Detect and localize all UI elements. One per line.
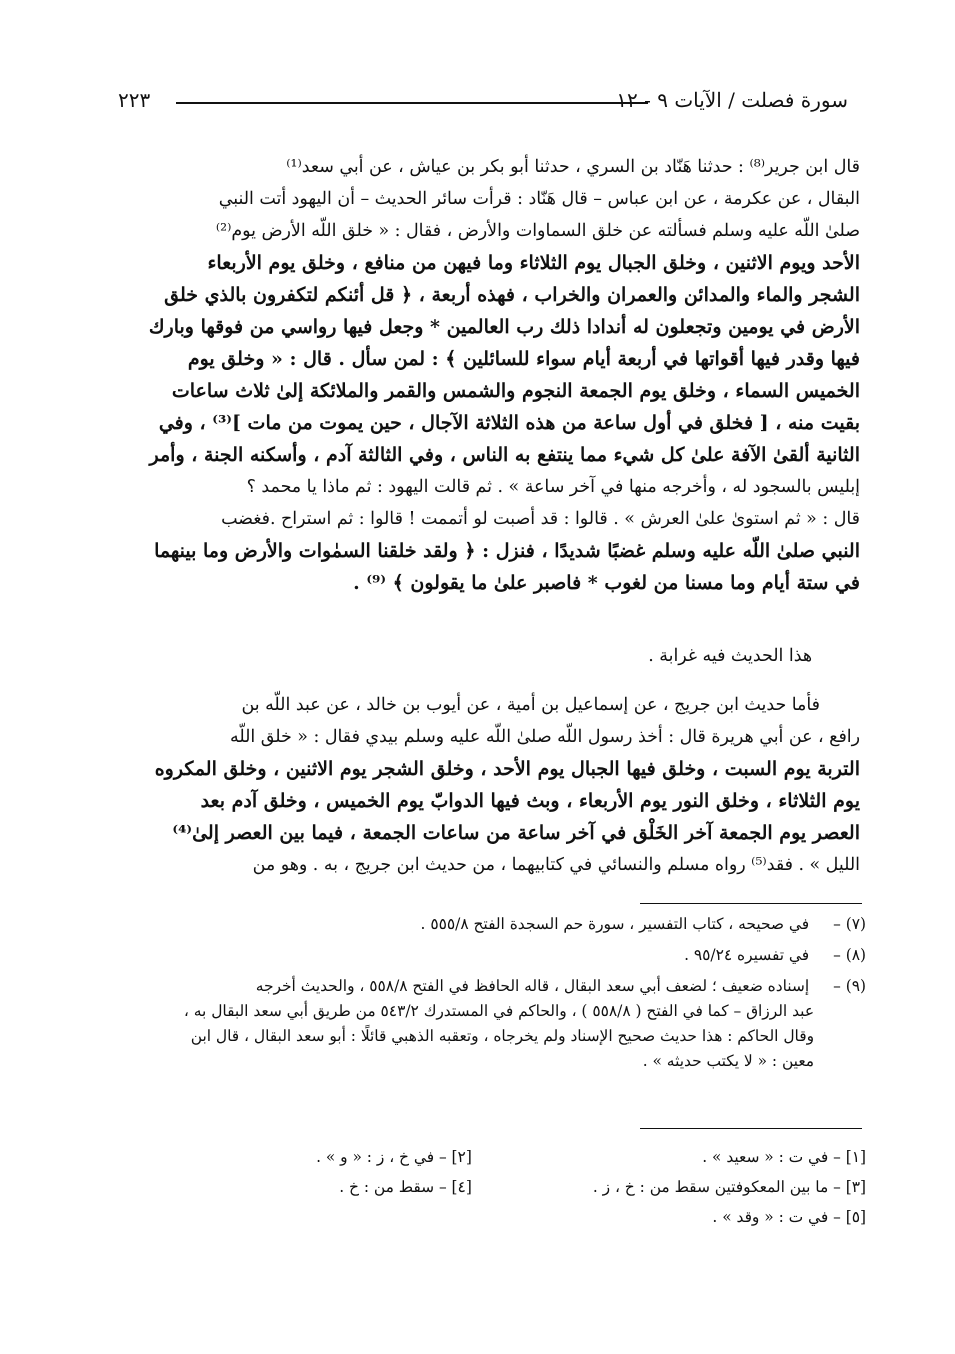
variant-note [108,1202,472,1232]
variant-note: [٤] – سقط من : خ . [339,1178,472,1196]
footnote-text: إسناده ضعيف ؛ لضعف أبي سعد البقال ، قاله الحافظ في الفتح ٥٥٨/٨ ، والحديث أخرجه [255,977,810,995]
footnote-ref: (٩) – [833,977,866,995]
hadith-text-2 [108,690,860,882]
footnote-text: في تفسيره ٩٥/٢٤ . [684,946,810,964]
text-line: البقال ، عن عكرمة ، عن ابن عباس – قال هَنّاد : قرأت سائر الحديث – أن اليهود أتت النبي [218,189,860,209]
footnote-text: وقال الحاكم : هذا حديث صحيح الإسناد ولم يخرجاه ، وتعقبه الذهبي قائلًا : أبو سعد البقال ، قال ابن [190,1027,814,1045]
running-head [118,88,848,122]
footnote-8 [108,943,866,968]
footnote-rule [640,903,862,904]
surah-title: سورة فصلت / الآيات ٩ - ١٢ [616,88,848,112]
text-line: رافع ، عن أبي هريرة قال : أخذ رسول اللّه صلىٰ اللّه عليه وسلم بيدي فقال : « خلق اللّه [230,727,860,747]
text-line: في ستة أيام وما مسنا من لغوب * فاصبر علىٰ ما يقولون ﴾ ⁽⁹⁾ . [353,572,860,594]
text-line: بقيت منه ، [ فخلق في أول ساعة من هذه الثلاثة الآجال ، حين يموت من مات ]⁽³⁾ ، وفي [158,412,860,434]
text-line: فأما حديث ابن جريج ، عن إسماعيل بن أمية ، عن أيوب بن خالد ، عن عبد اللّه بن [241,695,820,715]
text-line: فيها وقدر فيها أقواتها في أربعة أيام سواء للسائلين ﴾ : لمن سأل . قال : « وخلق يوم [187,348,860,370]
page-number: ٢٢٣ [118,88,151,112]
variant-note: [٣] – ما بين المعكوفتين سقط من : خ ، ز . [592,1178,866,1196]
hadith-text-1 [108,152,860,600]
variant-note: [٢] – في خ ، ز : « و » . [316,1148,472,1166]
footnotes [108,912,866,1080]
footnote-text: في صحيحه ، كتاب التفسير ، سورة حم السجدة الفتح ٥٥٥/٨ . [420,915,810,933]
text-line: الشجر والماء والمدائن والعمران والخراب ، فهذه أربعة ، ﴿ قل أئنكم لتكفرون بالذي خلق [164,284,860,306]
text-line: الخميس السماء ، وخلق يوم الجمعة النجوم والشمس والقمر والملائكة إلىٰ ثلاث ساعات [171,380,860,402]
text-line: صلىٰ اللّه عليه وسلم فسألته عن خلق السماوات والأرض ، فقال : « خلق اللّه الأرض يوم⁽²⁾ [215,221,860,241]
text-line: الأرض في يومين وتجعلون له أندادا ذلك رب العالمين * وجعل فيها رواسي من فوقها وبارك [148,316,860,338]
text-line: الليل » . فقد⁽⁵⁾ رواه مسلم والنسائي في كتابيهما ، من حديث ابن جريج ، به . وهو من [252,855,860,875]
text-line: العصر يوم الجمعة آخر الخَلْق في آخر ساعة من ساعات الجمعة ، فيما بين العصر إلىٰ⁽⁴⁾ [172,822,860,844]
text-line: التربة يوم السبت ، وخلق فيها الجبال يوم الأحد ، وخلق الشجر يوم الاثنين ، وخلق المكروه [154,758,860,780]
text-line: الثانية ألقىٰ الآفة علىٰ كل شيء مما ينتفع به الناس ، وفي الثالثة آدم ، وأسكنه الجنة ، وأمر [149,444,860,466]
text-line: قال : « ثم استوىٰ علىٰ العرش » . قالوا : قد أصبت لو أتممت ! قالوا : ثم استراح .فغضب [221,509,860,529]
variants-rule [640,1128,862,1129]
variant-note: [٥] – في ت : « وقد » . [712,1208,866,1226]
footnote-text: عبد الرزاق – كما في الفتح ( ٥٥٨/٨ ) ، والحاكم في المستدرك ٥٤٣/٢ من طريق أبي سعد البقال به ، [183,1002,814,1020]
footnote-9 [108,974,866,1074]
author-comment: هذا الحديث فيه غرابة . [648,646,812,666]
text-line: الأحد ويوم الاثنين ، وخلق الجبال يوم الثلاثاء وما فيهن من منافع ، وخلق يوم الأربعاء [207,252,860,274]
text-line: إبليس بالسجود له ، وأخرجه منها في آخر ساعة » . ثم قالت اليهود : ثم ماذا يا محمد ؟ [246,477,860,497]
variant-row [108,1142,866,1172]
text-line: قال ابن جرير⁽⁸⁾ : حدثنا هَنّاد بن السري ، حدثنا أبو بكر بن عياش ، عن أبي سعد⁽¹⁾ [286,157,860,177]
footnote-ref: (٧) – [833,915,866,933]
variant-note: [١] – في ت : « سعيد » . [702,1148,866,1166]
text-line: يوم الثلاثاء ، وخلق النور يوم الأربعاء ، وبث فيها الدوابّ يوم الخميس ، وخلق آدم بعد [200,790,860,812]
footnote-7 [108,912,866,937]
header-rule [176,102,648,104]
variant-row [108,1172,866,1202]
manuscript-variants [108,1142,866,1232]
variant-row [108,1202,866,1232]
footnote-ref: (٨) – [833,946,866,964]
text-line: النبي صلىٰ اللّه عليه وسلم غضبًا شديدًا ، فنزل : ﴿ ولقد خلقنا السمٰوات والأرض وما بينهما [154,540,860,562]
footnote-text: معين : « لا يكتب حديثه » . [642,1052,814,1070]
